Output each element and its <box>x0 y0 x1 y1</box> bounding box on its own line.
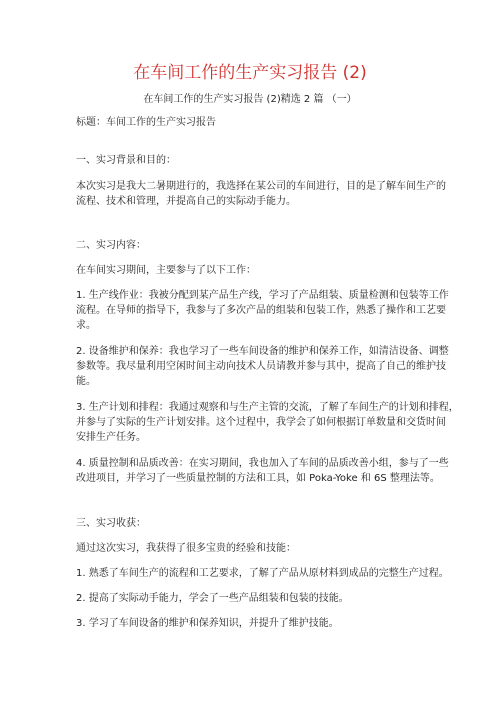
list-item-line: 安排生产任务。 <box>76 432 146 443</box>
list-item-line: 4. 质量控制和品质改善：在实习期间，我也加入了车间的品质改善小组，参与了一些 <box>76 458 449 469</box>
list-item-line: 改进项目，并学习了一些质量控制的方法和工具，如 Poka-Yoke 和 6S 整理法等。 <box>76 473 440 484</box>
paragraph-line: 流程、技术和管理，并提高自己的实际动手能力。 <box>76 196 296 207</box>
list-item-line: 1. 生产线作业：我被分配到某产品生产线，学习了产品组装、质量检测和包装等工作 <box>76 290 449 301</box>
list-item-line: 3. 生产计划和排程：我通过观察和与生产主管的交流，了解了车间生产的计划和排程， <box>76 402 459 413</box>
list-item-line: 3. 学习了车间设备的维护和保养知识，并提升了维护技能。 <box>76 618 339 629</box>
list-item-line: 参数等。我尽量利用空闲时间主动向技术人员请教并参与其中，提高了自己的维护技 <box>76 361 446 372</box>
paragraph-line: 本次实习是我大二暑期进行的，我选择在某公司的车间进行，目的是了解车间生产的 <box>76 181 446 192</box>
paragraph-line: 通过这次实习，我获得了很多宝贵的经验和技能： <box>76 543 296 554</box>
list-item-line: 能。 <box>76 376 96 387</box>
list-item-line: 并参与了实际的生产计划安排。这个过程中，我学会了如何根据订单数量和交货时间 <box>76 417 446 428</box>
section-heading-gains: 三、实习收获： <box>76 518 146 529</box>
report-label: 标题：车间工作的生产实习报告 <box>76 117 216 128</box>
list-item-line: 2. 设备维护和保养：我也学习了一些车间设备的维护和保养工作，如清洁设备、调整 <box>76 346 449 357</box>
list-item-line: 流程。在导师的指导下，我参与了多次产品的组装和包装工作，熟悉了操作和工艺要 <box>76 305 446 316</box>
list-item-line: 2. 提高了实际动手能力，学会了一些产品组装和包装的技能。 <box>76 593 349 604</box>
list-item-line: 1. 熟悉了车间生产的流程和工艺要求，了解了产品从原材料到成品的完整生产过程。 <box>76 568 449 579</box>
section-heading-background: 一、实习背景和目的： <box>76 155 176 166</box>
section-heading-content: 二、实习内容： <box>76 240 146 251</box>
document-subtitle: 在车间工作的生产实习报告 (2)精选 2 篇 （一） <box>143 94 357 105</box>
document-title: 在车间工作的生产实习报告 (2) <box>133 63 367 83</box>
paragraph-line: 在车间实习期间，主要参与了以下工作： <box>76 265 256 276</box>
list-item-line: 求。 <box>76 320 96 331</box>
